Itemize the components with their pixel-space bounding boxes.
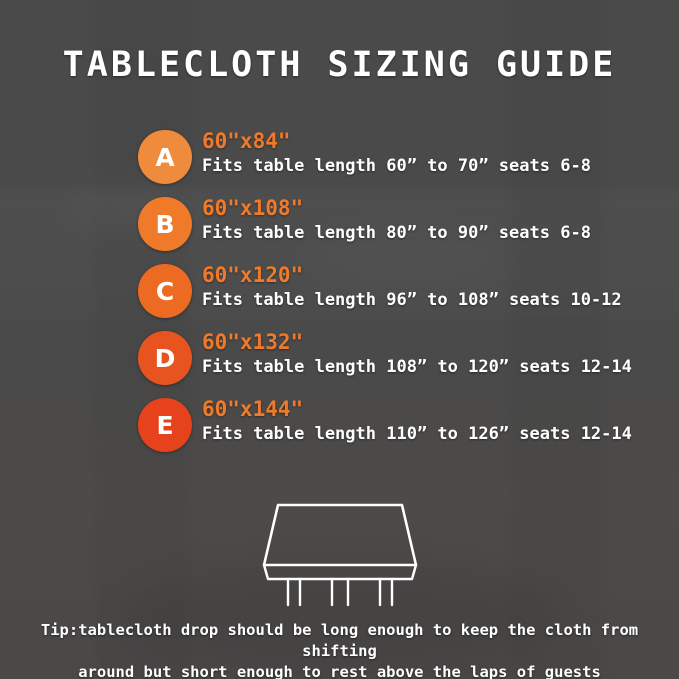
size-label: 60"x84" — [202, 129, 291, 153]
badge-b: B — [138, 197, 192, 251]
tip-line-1: Tip:tablecloth drop should be long enough to keep the cloth from shifting — [40, 621, 639, 660]
size-label: 60"x132" — [202, 330, 304, 354]
list-item — [138, 258, 622, 325]
size-row-e — [202, 396, 632, 446]
size-row-b — [202, 195, 602, 245]
tip-line-2: around but short enough to rest above the laps of guests — [78, 663, 601, 679]
size-row-c — [202, 262, 622, 312]
size-description: Fits table length 60” to 70” seats 6-8 — [202, 156, 591, 176]
badge-a: A — [138, 130, 192, 184]
badge-c: C — [138, 264, 192, 318]
size-row-a — [202, 128, 602, 178]
list-item — [138, 191, 608, 258]
list-item — [138, 124, 608, 191]
page-title: TABLECLOTH SIZING GUIDE — [62, 45, 617, 85]
badge-e: E — [138, 398, 192, 452]
badge-d: D — [138, 331, 192, 385]
size-row-d — [202, 329, 632, 379]
size-description: Fits table length 96” to 108” seats 10-12 — [202, 290, 622, 310]
size-description: Fits table length 80” to 90” seats 6-8 — [202, 223, 591, 243]
list-item — [138, 392, 632, 459]
size-label: 60"x108" — [202, 196, 304, 220]
size-list — [138, 124, 632, 459]
size-description: Fits table length 108” to 120” seats 12-14 — [202, 357, 632, 377]
list-item — [138, 325, 632, 392]
size-label: 60"x144" — [202, 397, 304, 421]
size-description: Fits table length 110” to 126” seats 12-14 — [202, 424, 632, 444]
tip-text — [40, 620, 639, 679]
draped-table-outline-icon — [240, 487, 440, 612]
size-label: 60"x120" — [202, 263, 304, 287]
